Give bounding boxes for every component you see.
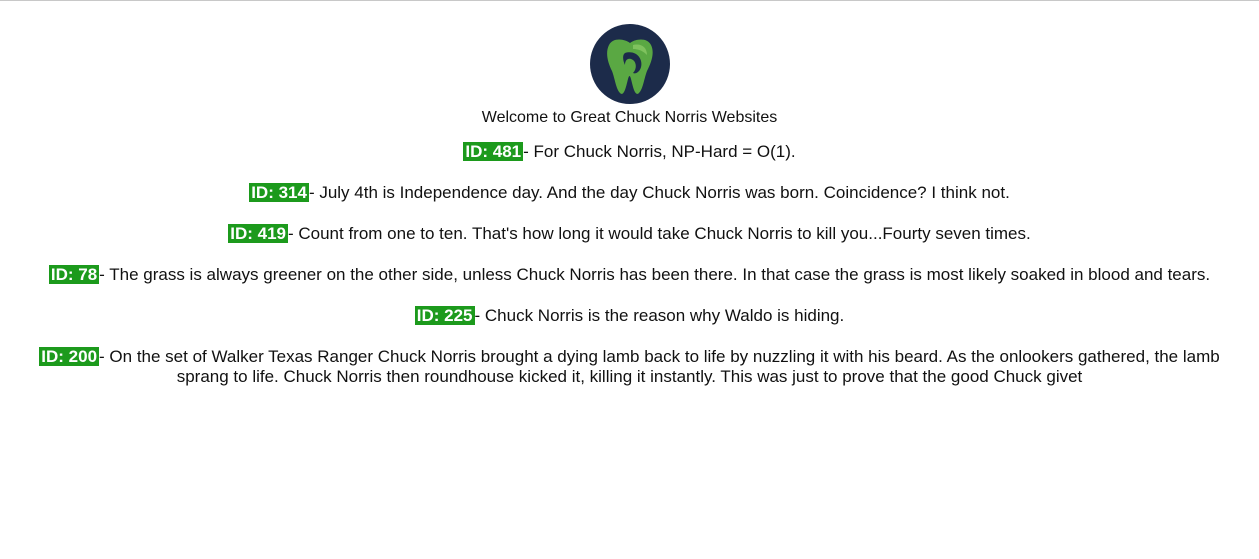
- fact-id-badge: ID: 225: [416, 306, 473, 325]
- fact-item: [0, 306, 1259, 326]
- fact-item: [0, 224, 1259, 244]
- tooth-logo-icon: [589, 23, 671, 105]
- fact-id-badge: ID: 314: [251, 183, 307, 202]
- fact-id-badge: ID: 78: [50, 265, 98, 284]
- fact-id-badge: ID: 200: [41, 347, 98, 366]
- fact-text: - The grass is always greener on the other side, unless Chuck Norris has been there. In that case the grass is most likely soaked in blood and tears.: [99, 265, 1211, 284]
- fact-text: - Chuck Norris is the reason why Waldo is hiding.: [474, 306, 845, 325]
- fact-item: [0, 347, 1259, 387]
- fact-item: [0, 265, 1259, 285]
- fact-text: - For Chuck Norris, NP-Hard = O(1).: [523, 142, 796, 161]
- fact-id-badge: ID: 419: [230, 224, 286, 243]
- facts-list: [0, 142, 1259, 387]
- page-header: [0, 1, 1259, 128]
- fact-text: - July 4th is Independence day. And the day Chuck Norris was born. Coincidence? I think not.: [308, 183, 1010, 202]
- fact-text: - Count from one to ten. That's how long it would take Chuck Norris to kill you...Fourty seven times.: [287, 224, 1031, 243]
- fact-item: [0, 142, 1259, 162]
- fact-id-badge: ID: 481: [465, 142, 522, 161]
- fact-item: [0, 183, 1259, 203]
- welcome-heading: Welcome to Great Chuck Norris Websites: [481, 109, 778, 126]
- fact-text: - On the set of Walker Texas Ranger Chuck Norris brought a dying lamb back to life by nuzzling it with his beard. As the onlookers gathered, the lamb sprang to life. Chuck Norris then roundhouse kicked it, killing it instantly. This was just to prove that the good Chuck givet: [99, 347, 1220, 386]
